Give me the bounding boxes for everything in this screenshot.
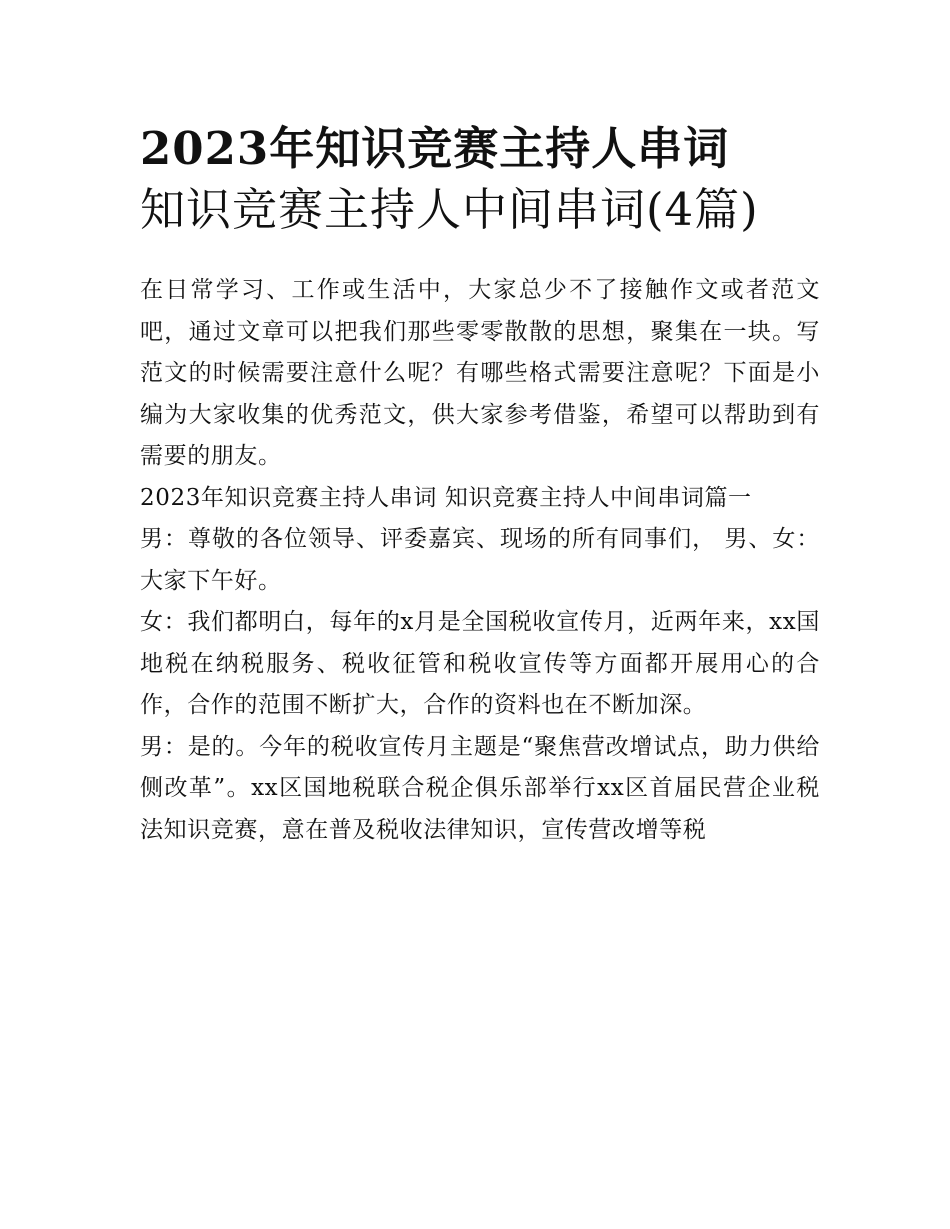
paragraph-greeting: 男：尊敬的各位领导、评委嘉宾、现场的所有同事们， 男、女：大家下午好。 [140, 526, 820, 594]
document-title [140, 118, 820, 240]
title-line-1: 2023年知识竞赛主持人串词 [140, 122, 730, 175]
paragraph-female-host: 女：我们都明白，每年的x月是全国税收宣传月，近两年来，xx国地税在纳税服务、税收征管和税收宣传等方面都开展用心的合作，合作的范围不断扩大，合作的资料也在不断加深。 [140, 609, 820, 718]
document-body [140, 270, 820, 851]
document-page [140, 118, 820, 851]
paragraph-male-host: 男：是的。今年的税收宣传月主题是“聚焦营改增试点，助力供给侧改革”。xx区国地税联合税企俱乐部举行xx区首届民营企业税法知识竞赛，意在普及税收法律知识，宣传营改增等税 [140, 733, 820, 843]
paragraph-section-heading: 2023年知识竞赛主持人串词 知识竞赛主持人中间串词篇一 [140, 484, 752, 511]
title-line-2: 知识竞赛主持人中间串词(4篇) [140, 183, 759, 236]
paragraph-intro: 在日常学习、工作或生活中，大家总少不了接触作文或者范文吧，通过文章可以把我们那些零零散散的思想，聚集在一块。写范文的时候需要注意什么呢？有哪些格式需要注意呢？下面是小编为大家收集的优秀范文，供大家参考借鉴，希望可以帮助到有需要的朋友。 [140, 277, 820, 469]
